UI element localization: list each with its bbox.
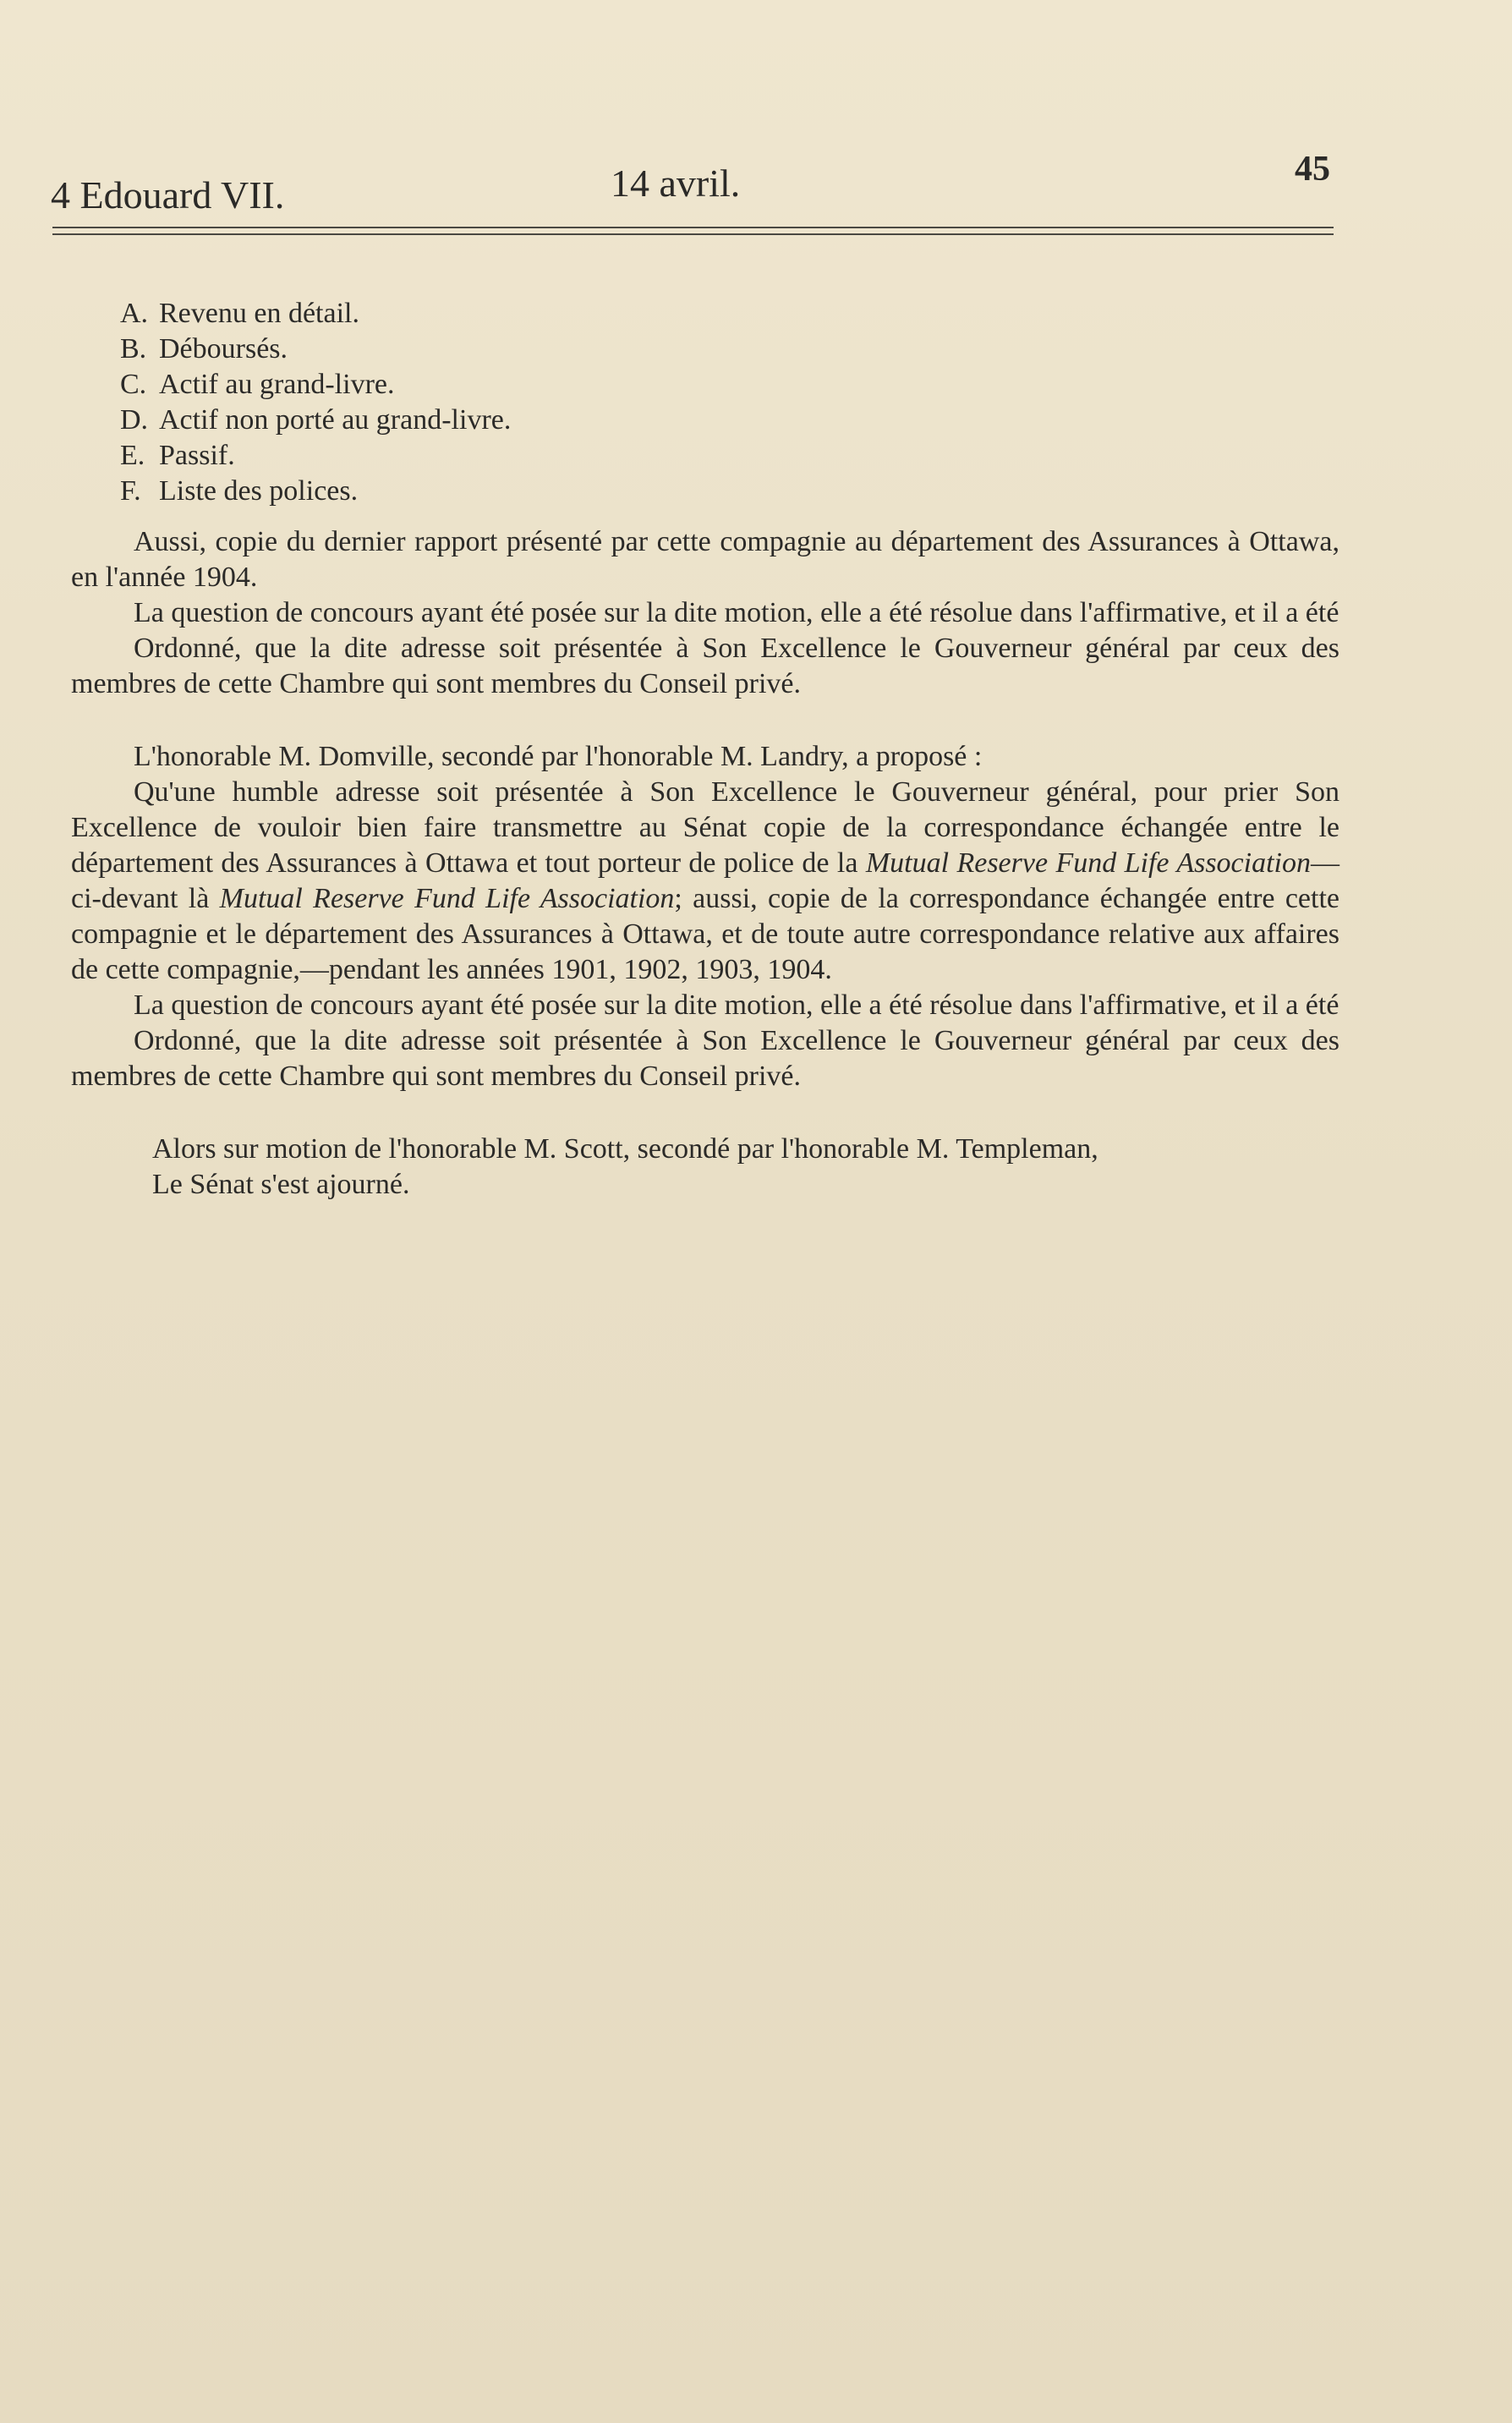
paragraph-motion-domville: L'honorable M. Domville, secondé par l'honorable M. Landry, a proposé : (134, 741, 983, 772)
page-header (51, 150, 1330, 228)
page-date: 14 avril. (611, 162, 741, 205)
closing-block (71, 1132, 1339, 1203)
paragraph-question-resolved-2: La question de concours ayant été posée sur la dite motion, elle a été résolue dans l'affirmative, et il a été (134, 989, 1339, 1021)
closing-motion: Alors sur motion de l'honorable M. Scott, secondé par l'honorable M. Templeman, (152, 1133, 1098, 1165)
paragraph-copy-report: Aussi, copie du dernier rapport présenté par cette compagnie au département des Assurances à Ottawa, en l'année 1904. (71, 526, 1339, 593)
list-item: B. Déboursés. (120, 333, 288, 365)
paragraph-ordered: Ordonné, que la dite adresse soit présentée à Son Excellence le Gouverneur général par ceux des membres de cette Chambre qui sont membres du Conseil privé. (71, 633, 1339, 699)
paragraph-address: Qu'une humble adresse soit présentée à Son Excellence le Gouverneur général, pour prier Son Excellence de vouloir bien faire transmettre au Sénat copie de la correspondance échangée entre le département des Assurances à Ottawa et tout porteur de police de la Mutual Reserve Fund Life Association—ci-devant là Mutual Reserve Fund Life Association; aussi, copie de la correspondance échangée entre cette compagnie et le département des Assurances à Ottawa, et de toute autre correspondance relative aux affaires de cette compagnie,—pendant les années 1901, 1902, 1903, 1904. (71, 776, 1339, 985)
schedule-list (120, 296, 1339, 509)
regnal-year: 4 Edouard VII. (51, 173, 285, 217)
paragraph-ordered-2: Ordonné, que la dite adresse soit présentée à Son Excellence le Gouverneur général par ceux des membres de cette Chambre qui sont membres du Conseil privé. (71, 1025, 1339, 1092)
list-item: E. Passif. (120, 440, 235, 471)
list-item: F. Liste des polices. (120, 475, 359, 507)
list-item: D. Actif non porté au grand-livre. (120, 404, 512, 436)
page-number: 45 (1295, 150, 1330, 189)
closing-adjourned: Le Sénat s'est ajourné. (152, 1169, 410, 1200)
list-item: C. Actif au grand-livre. (120, 369, 395, 400)
page-body (71, 296, 1339, 1203)
list-item: A. Revenu en détail. (120, 298, 359, 329)
paragraph-question-resolved: La question de concours ayant été posée sur la dite motion, elle a été résolue dans l'affirmative, et il a été (134, 597, 1339, 628)
header-rule-double (52, 233, 1334, 235)
header-rule (52, 227, 1334, 228)
